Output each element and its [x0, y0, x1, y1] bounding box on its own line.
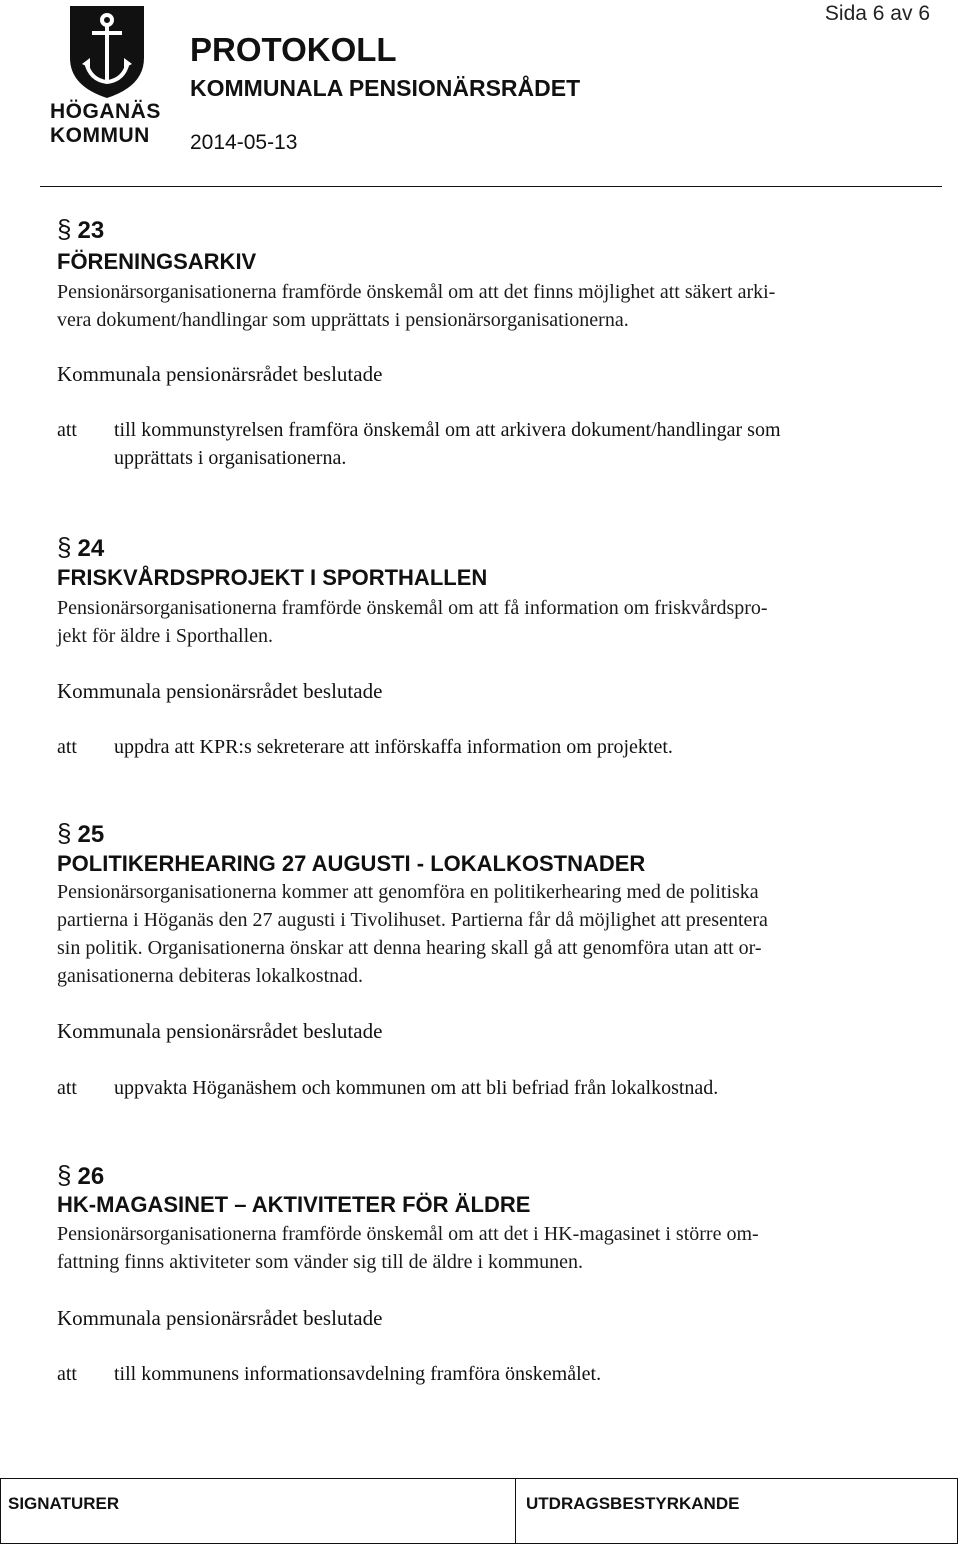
section-number-value: 26	[77, 1163, 105, 1190]
body-line: ganisationerna debiteras lokalkostnad.	[57, 965, 364, 987]
section-number	[57, 214, 104, 246]
logo-line-1: HÖGANÄS	[50, 100, 161, 123]
body-line: fattning finns aktiviteter som vänder sig till de äldre i kommunen.	[57, 1251, 583, 1273]
document-date: 2014-05-13	[190, 131, 298, 154]
decision-text	[114, 1074, 934, 1102]
att-label: att	[57, 736, 77, 758]
decision-text	[114, 416, 934, 472]
body-line: Pensionärsorganisationerna framförde önskemål om att det i HK-magasinet i större om-	[57, 1223, 759, 1245]
section-body	[57, 594, 927, 650]
body-line: partierna i Höganäs den 27 augusti i Tivolihuset. Partierna får då möjlighet att presentera	[57, 909, 768, 931]
decision-line: till kommunstyrelsen framföra önskemål om att arkivera dokument/handlingar som	[114, 419, 781, 441]
body-line: Pensionärsorganisationerna kommer att genomföra en politikerhearing med de politiska	[57, 881, 759, 903]
section-number	[57, 1160, 104, 1192]
document-subtitle: KOMMUNALA PENSIONÄRSRÅDET	[190, 75, 581, 101]
signatures-label: SIGNATURER	[8, 1494, 120, 1513]
body-line: vera dokument/handlingar som upprättats i pensionärsorganisationerna.	[57, 309, 629, 331]
section-title: HK-MAGASINET – AKTIVITETER FÖR ÄLDRE	[57, 1192, 531, 1217]
decision-text	[114, 1360, 934, 1388]
section-number-value: 24	[77, 535, 105, 562]
logo-line-2: KOMMUN	[50, 124, 150, 147]
section-body	[57, 878, 927, 990]
body-line: sin politik. Organisationerna önskar att denna hearing skall gå att genomföra utan att or-	[57, 937, 762, 959]
signature-box-divider	[515, 1478, 516, 1544]
decision-line: uppdra att KPR:s sekreterare att införskaffa information om projektet.	[114, 736, 673, 758]
decision-line: uppvakta Höganäshem och kommunen om att bli befriad från lokalkostnad.	[114, 1077, 719, 1099]
certified-label: UTDRAGSBESTYRKANDE	[526, 1494, 740, 1513]
section-number-value: 25	[77, 821, 105, 848]
logo-wordmark	[50, 100, 165, 148]
section-title: FRISKVÅRDSPROJEKT I SPORTHALLEN	[57, 565, 488, 590]
section-number	[57, 532, 104, 564]
body-line: jekt för äldre i Sporthallen.	[57, 625, 274, 647]
att-label: att	[57, 419, 77, 441]
body-line: Pensionärsorganisationerna framförde önskemål om att det finns möjlighet att säkert arki-	[57, 281, 776, 303]
signature-box	[0, 1478, 958, 1544]
section-title: POLITIKERHEARING 27 AUGUSTI - LOKALKOSTNADER	[57, 851, 646, 876]
att-label: att	[57, 1363, 77, 1385]
decision-heading: Kommunala pensionärsrådet beslutade	[57, 679, 383, 703]
paragraph-sign: §	[57, 818, 72, 848]
decision-heading: Kommunala pensionärsrådet beslutade	[57, 362, 383, 386]
document-title: PROTOKOLL	[190, 31, 397, 68]
section-number	[57, 818, 104, 850]
section-number-value: 23	[77, 217, 105, 244]
decision-heading: Kommunala pensionärsrådet beslutade	[57, 1019, 383, 1043]
decision-heading: Kommunala pensionärsrådet beslutade	[57, 1306, 383, 1330]
section-body	[57, 278, 927, 334]
header-divider	[40, 186, 942, 187]
decision-line: till kommunens informationsavdelning framföra önskemålet.	[114, 1363, 602, 1385]
paragraph-sign: §	[57, 214, 72, 244]
page-indicator: Sida 6 av 6	[824, 2, 930, 25]
section-body	[57, 1220, 927, 1276]
body-line: Pensionärsorganisationerna framförde önskemål om att få information om friskvårdspro-	[57, 597, 768, 619]
decision-text	[114, 733, 934, 761]
att-label: att	[57, 1077, 77, 1099]
decision-line: upprättats i organisationerna.	[114, 447, 347, 469]
paragraph-sign: §	[57, 1160, 72, 1190]
paragraph-sign: §	[57, 532, 72, 562]
section-title: FÖRENINGSARKIV	[57, 249, 257, 274]
